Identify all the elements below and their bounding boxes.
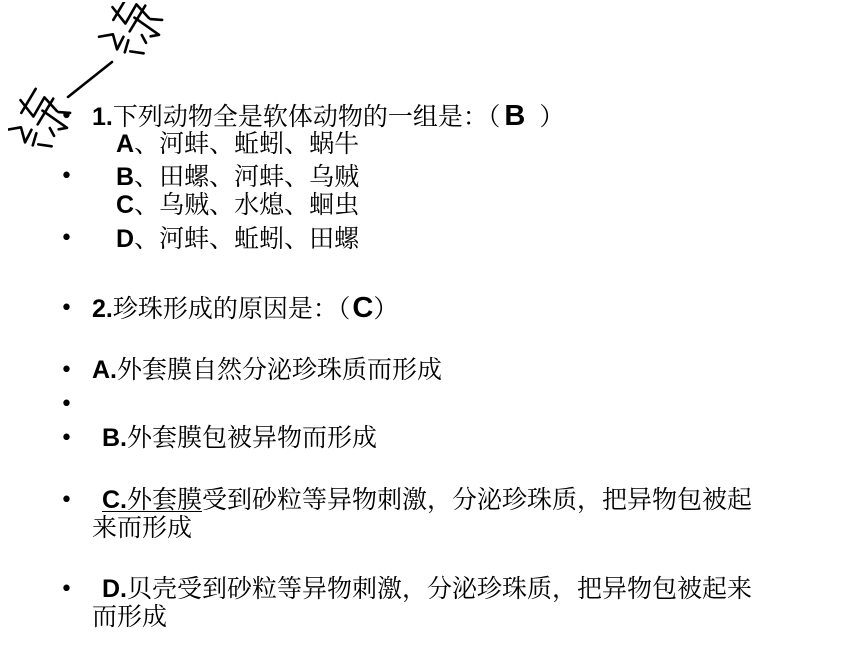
q2-stem: 珍珠形成的原因是：（ bbox=[112, 294, 351, 323]
q2-option-b-letter: B. bbox=[102, 424, 127, 452]
q2-option-d-letter: D. bbox=[102, 575, 127, 603]
q1-option-a-letter: A bbox=[116, 130, 135, 158]
bullet: • bbox=[60, 488, 73, 513]
q1-option-c bbox=[116, 191, 359, 219]
q2-option-d-line2 bbox=[92, 603, 167, 631]
q1-option-a-text: 、河蚌、蚯蚓、蜗牛 bbox=[134, 129, 360, 158]
q2-stem-line bbox=[92, 294, 398, 323]
bullet: • bbox=[60, 358, 73, 383]
q1-option-c-letter: C bbox=[116, 191, 135, 219]
q2-option-c-underlined-text: 外套膜 bbox=[127, 485, 203, 514]
q2-close-paren: ） bbox=[373, 294, 399, 323]
q2-option-c-line2 bbox=[92, 514, 192, 542]
q2-option-b bbox=[102, 424, 377, 452]
bullet: • bbox=[60, 104, 73, 129]
q2-option-d-line1 bbox=[102, 575, 752, 603]
q1-option-d-letter: D bbox=[116, 225, 135, 253]
q2-option-c-text-line2: 来而形成 bbox=[92, 513, 193, 542]
q1-stem-line bbox=[92, 102, 564, 131]
q1-answer: B bbox=[504, 100, 526, 132]
q1-option-d-text: 、河蚌、蚯蚓、田螺 bbox=[134, 224, 360, 253]
q1-option-b bbox=[116, 163, 359, 191]
bullet: • bbox=[60, 392, 73, 417]
q1-close-paren: ） bbox=[539, 102, 565, 131]
q2-option-d-text-line1: 贝壳受到砂粒等异物刺激，分泌珍珠质，把异物包被起来 bbox=[127, 574, 753, 603]
q1-option-b-text: 、田螺、河蚌、乌贼 bbox=[134, 162, 360, 191]
q2-option-a-letter: A. bbox=[92, 356, 117, 384]
q2-option-d-text-line2: 而形成 bbox=[92, 602, 168, 631]
q2-number: 2. bbox=[92, 295, 113, 323]
bullet: • bbox=[60, 164, 73, 189]
q1-option-d bbox=[116, 225, 359, 253]
q2-option-c-line1 bbox=[102, 486, 752, 514]
bullet: • bbox=[60, 296, 73, 321]
bullet: • bbox=[60, 426, 73, 451]
q1-option-a bbox=[116, 130, 359, 158]
q2-option-c-letter: C. bbox=[102, 486, 127, 514]
q2-option-c-text-line1: 受到砂粒等异物刺激，分泌珍珠质，把异物包被起 bbox=[202, 485, 753, 514]
q1-option-c-text: 、乌贼、水熄、蛔虫 bbox=[134, 190, 360, 219]
q1-number: 1. bbox=[92, 103, 113, 131]
q2-option-a bbox=[92, 356, 442, 384]
q2-option-a-text: 外套膜自然分泌珍珠质而形成 bbox=[117, 355, 443, 384]
q2-option-b-text: 外套膜包被异物而形成 bbox=[127, 423, 378, 452]
q1-option-b-letter: B bbox=[116, 163, 135, 191]
bullet: • bbox=[60, 226, 73, 251]
q2-answer: C bbox=[352, 292, 374, 324]
q1-stem: 下列动物全是软体动物的一组是：（ bbox=[112, 102, 501, 131]
bullet: • bbox=[60, 577, 73, 602]
